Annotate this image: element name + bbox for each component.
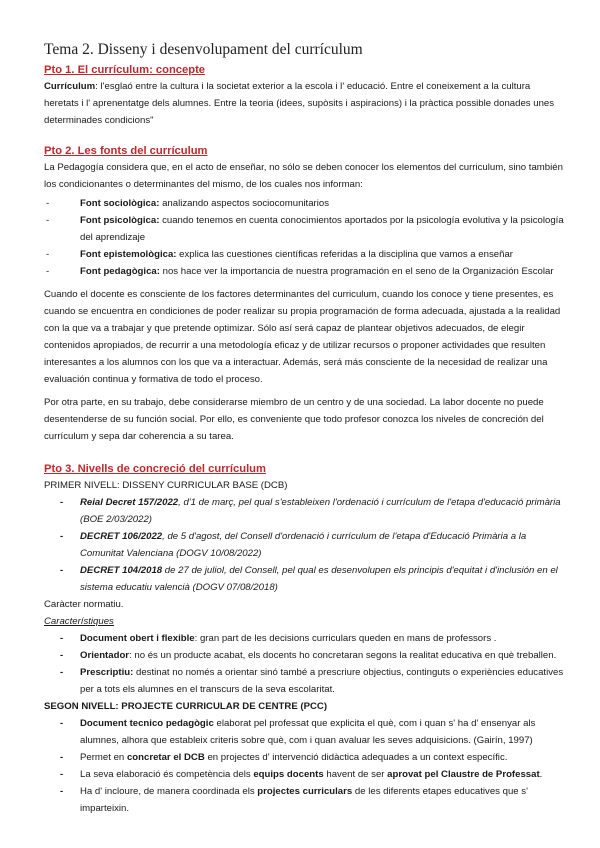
characteristics-label: Característiques bbox=[44, 616, 114, 627]
section-2-paragraph-1: Cuando el docente es consciente de los factores determinantes del curriculum, cuando los conoce y tiene presentes, es cuando se encuentra en condiciones de poder realizar su propia programación de forma adecuada, ajustada a la realidad con la que va a trabajar y que pretende optimizar. Sólo así será capaz de plantear objetivos adecuados, de elegir contenidos apropiados, de recurrir a una metodología eficaz y de utilizar recursos o proponer actividades que resulten interesantes a los alumnos con los que va a interactuar. Además, será más consciente de la necesidad de realizar una evaluación continua y formativa de todo el proceso. bbox=[44, 289, 561, 385]
list-item: - Ha d' incloure, de manera coordinada els projectes curriculars de les diferents etapes educatives que s' imparteixin. bbox=[60, 786, 528, 814]
sources-list bbox=[44, 195, 564, 280]
normative-note: Caràcter normatiu. bbox=[44, 599, 124, 610]
level-1-heading: PRIMER NIVELL: DISSENY CURRICULAR BASE (DCB) bbox=[44, 480, 288, 491]
section-3-heading: Pto 3. Nivells de concreció del currículum bbox=[44, 463, 266, 475]
list-item: - DECRET 104/2018 de 27 de juliol, del Consell, pel qual es desenvolupen els principis d'equitat i d'inclusión en el sistema educatiu valencià (DOGV 07/08/2018) bbox=[60, 565, 558, 593]
level-2-heading: SEGON NIVELL: PROJECTE CURRICULAR DE CENTRE (PCC) bbox=[44, 701, 328, 712]
curriculum-term: Currículum bbox=[44, 81, 96, 92]
list-item: - Font psicològica: cuando tenemos en cuenta conocimientos aportados por la psicología evolutiva y la psicología del aprendizaje bbox=[46, 215, 564, 243]
list-item: - Orientador: no és un producte acabat, els docents ho concretaran segons la realitat educativa en què treballen. bbox=[60, 650, 557, 661]
characteristics-list bbox=[44, 630, 564, 698]
list-item: - Permet en concretar el DCB en projectes d' intervenció didàctica adequades a un context específic. bbox=[60, 752, 508, 763]
list-item: - Prescriptiu: destinat no només a orientar sinó també a prescriure objectius, continguts o experiències educatives per a tots els alumnes en el transcurs de la seva escolaritat. bbox=[60, 667, 564, 695]
section-2-intro: La Pedagogía considera que, en el acto de enseñar, no sólo se deben conocer los elementos del curriculum, sino también los condicionantes o determinantes del mismo, de los cuales nos informan: bbox=[44, 162, 563, 190]
curriculum-definition: : l'esglaó entre la cultura i la societat exterior a la escola i l' educació. Entre el coneixement a la cultura heretats i l' aprenentatge dels alumnes. Entre la teoria (idees, supòsits i aspiracions) i la pràctica possible donades unes determinades condicions" bbox=[44, 81, 555, 126]
list-item: - Document tecnico pedagògic elaborat pel professat que explicita el què, com i quan s' ha d' ensenyar als alumnes, alhora que estableix criteris sobre què, com i quan avaluar les seves adquisicions. (Gairín, 1997) bbox=[60, 718, 536, 746]
section-2-paragraph-2: Por otra parte, en su trabajo, debe considerarse miembro de un centro y de una sociedad. La labor docente no puede desentenderse de su función social. Por ello, es conveniente que todo profesor conozca los niveles de concreción del currículum y sepa dar coherencia a su tarea. bbox=[44, 397, 544, 442]
pcc-list bbox=[44, 715, 564, 817]
section-2-heading: Pto 2. Les fonts del currículum bbox=[44, 145, 208, 157]
section-1-paragraph bbox=[44, 78, 564, 129]
document-page bbox=[44, 40, 564, 817]
list-item: - Document obert i flexible: gran part de les decisions curriculars queden en mans de professors . bbox=[60, 633, 497, 644]
list-item: - La seva elaboració és competència dels equips docents havent de ser aprovat pel Claustre de Professat. bbox=[60, 769, 543, 780]
list-item: - DECRET 106/2022, de 5 d'agost, del Consell d'ordenació i currículum de l'etapa d'Educació Primària a la Comunitat Valenciana (DOGV 10/08/2022) bbox=[60, 531, 527, 559]
list-item: - Font epistemològica: explica las cuestiones científicas referidas a la disciplina que vamos a enseñar bbox=[46, 249, 513, 260]
list-item: - Reial Decret 157/2022, d'1 de març, pel qual s'estableixen l'ordenació i currículum de l'etapa d'educació primària (BOE 2/03/2022) bbox=[60, 497, 561, 525]
laws-list bbox=[44, 494, 564, 596]
list-item: - Font pedagògica: nos hace ver la importancia de nuestra programación en el seno de la Organización Escolar bbox=[46, 266, 554, 277]
page-title: Tema 2. Disseny i desenvolupament del currículum bbox=[44, 41, 363, 58]
list-item: - Font sociològica: analizando aspectos sociocomunitarios bbox=[46, 198, 330, 209]
section-1-heading: Pto 1. El currículum: concepte bbox=[44, 64, 206, 76]
